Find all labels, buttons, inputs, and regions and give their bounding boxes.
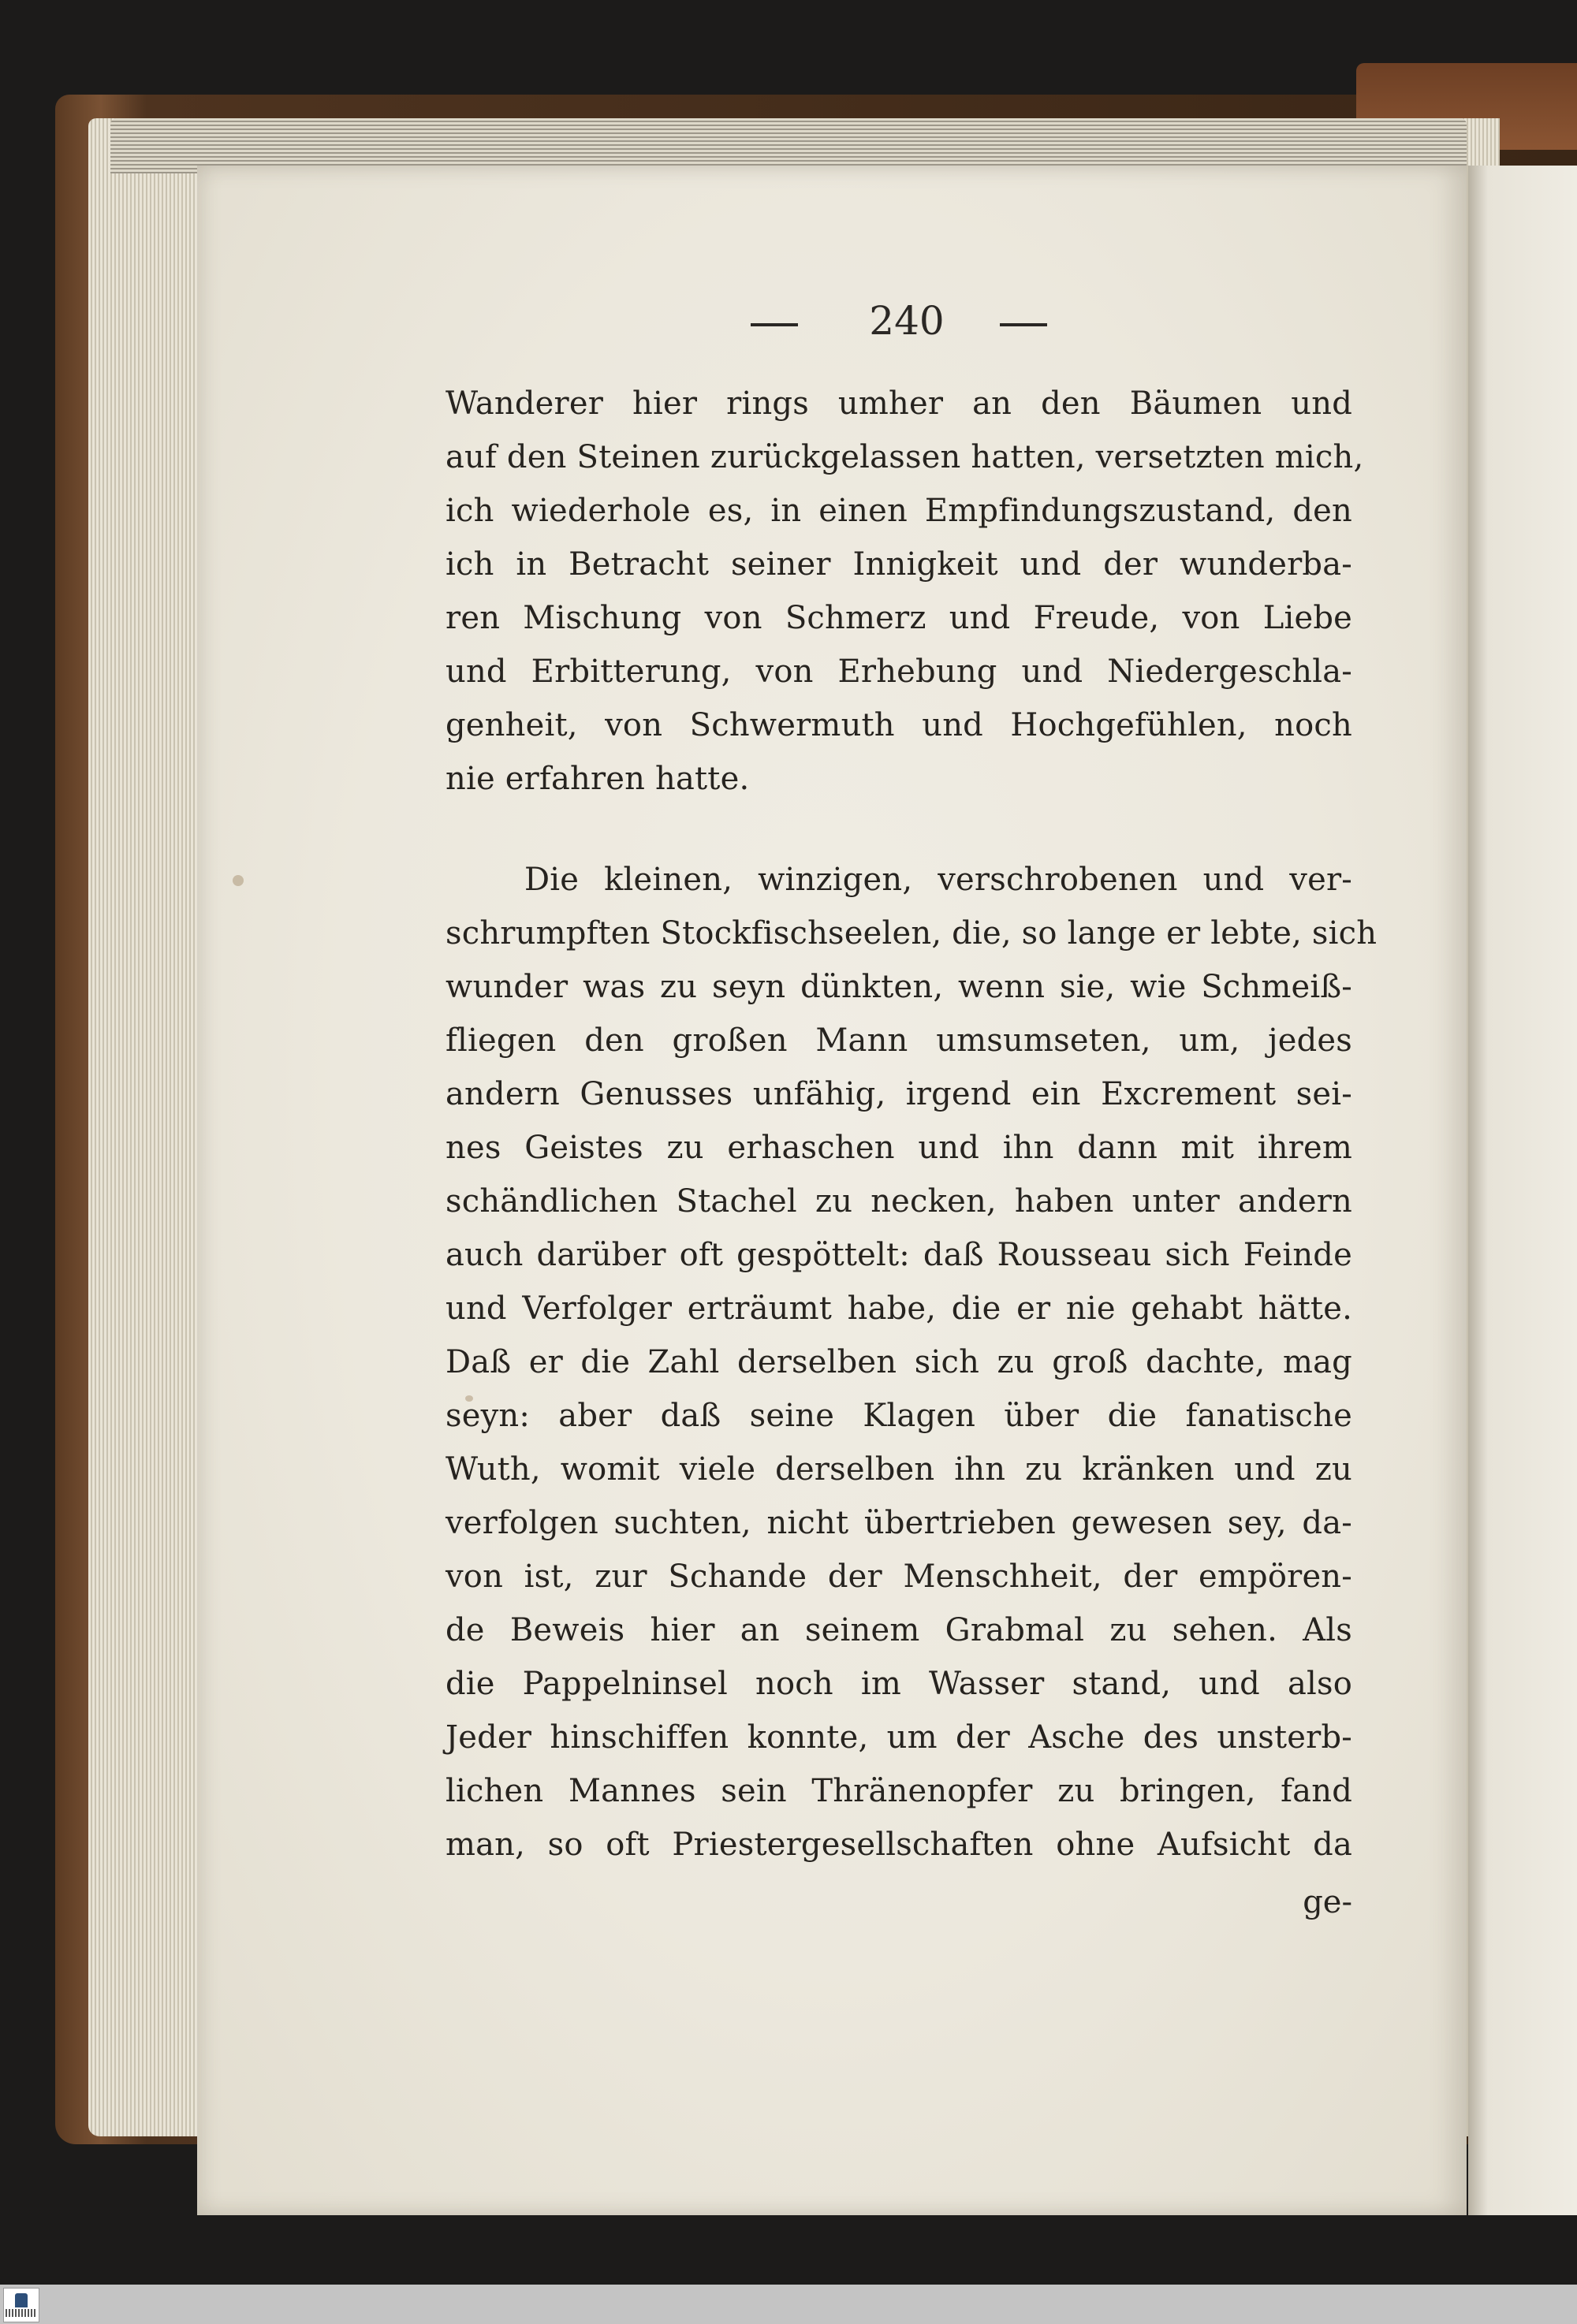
text-line: Die kleinen, winzigen, verschrobenen und ver-: [524, 862, 1352, 898]
page-number: 240: [869, 298, 945, 344]
logo-caption-graphic: [6, 2309, 37, 2317]
paper-stain: [233, 875, 244, 886]
text-line: ich in Betracht seiner Innigkeit und der wunderba-: [446, 546, 1352, 583]
text-line: Jeder hinschiffen konnte, um der Asche des unsterb-: [446, 1719, 1352, 1756]
text-line: nes Geistes zu erhaschen und ihn dann mit ihrem: [446, 1130, 1352, 1166]
text-line: verfolgen suchten, nicht übertrieben gewesen sey, da-: [446, 1505, 1352, 1541]
header-dash-right: [1000, 323, 1047, 326]
catchword: ge-: [1303, 1884, 1352, 1920]
text-line: und Erbitterung, von Erhebung und Niedergeschla-: [446, 654, 1352, 690]
text-line: schrumpften Stockfischseelen, die, so lange er lebte, sich: [446, 915, 1378, 952]
text-line: Daß er die Zahl derselben sich zu groß dachte, mag: [446, 1344, 1352, 1380]
text-line: wunder was zu seyn dünkten, wenn sie, wie Schmeiß-: [446, 969, 1352, 1005]
page-header: [0, 298, 1577, 353]
text-line: ich wiederhole es, in einen Empfindungszustand, den: [446, 493, 1352, 529]
text-line: schändlichen Stachel zu necken, haben unter andern: [446, 1183, 1352, 1220]
text-line: von ist, zur Schande der Menschheit, der empören-: [446, 1559, 1352, 1595]
text-line: Wanderer hier rings umher an den Bäumen und: [446, 385, 1352, 422]
text-line: und Verfolger erträumt habe, die er nie gehabt hätte.: [446, 1290, 1352, 1327]
text-line: auch darüber oft gespöttelt: daß Rousseau sich Feinde: [446, 1237, 1352, 1273]
text-line: Wuth, womit viele derselben ihn zu kränken und zu: [446, 1451, 1352, 1488]
text-line: fliegen den großen Mann umsumseten, um, jedes: [446, 1022, 1352, 1059]
viewer-footer-bar: [0, 2285, 1577, 2324]
text-line: lichen Mannes sein Thränenopfer zu bringen, fand: [446, 1773, 1352, 1809]
page-text: [446, 377, 1378, 1871]
paragraph-gap: [446, 806, 1352, 853]
text-line: auf den Steinen zurückgelassen hatten, versetzten mich,: [446, 439, 1364, 475]
facing-page-edge: [1468, 166, 1577, 2215]
text-line: man, so oft Priestergesellschaften ohne Aufsicht da: [446, 1827, 1352, 1863]
text-line: genheit, von Schwermuth und Hochgefühlen, noch: [446, 707, 1352, 743]
text-line: die Pappelninsel noch im Wasser stand, und also: [446, 1666, 1352, 1702]
text-line: de Beweis hier an seinem Grabmal zu sehen. Als: [446, 1612, 1352, 1648]
text-line: andern Genusses unfähig, irgend ein Excrement sei-: [446, 1076, 1352, 1112]
text-line: nie erfahren hatte.: [446, 761, 750, 797]
building-icon: [15, 2293, 28, 2307]
library-logo[interactable]: [3, 2288, 39, 2322]
text-line: seyn: aber daß seine Klagen über die fanatische: [446, 1398, 1352, 1434]
header-dash-left: [751, 323, 798, 326]
text-line: ren Mischung von Schmerz und Freude, von Liebe: [446, 600, 1352, 636]
